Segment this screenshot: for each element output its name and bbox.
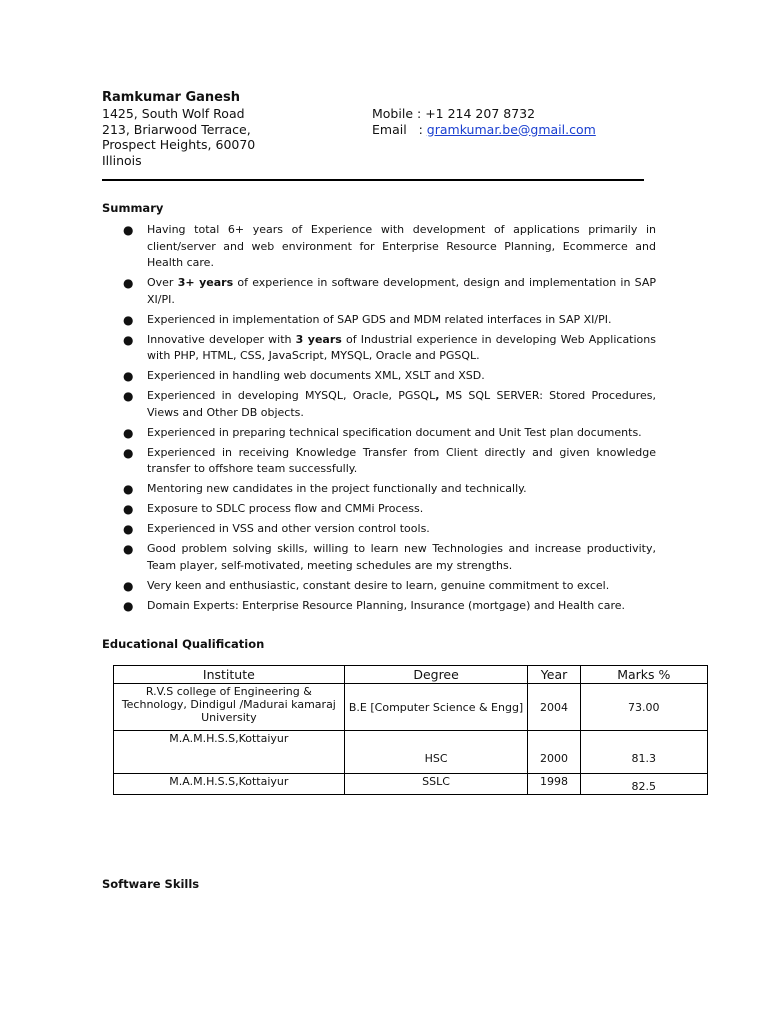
table-row	[114, 731, 708, 774]
summary-item-text: MS SQL SERVER: Stored Procedures, Views and Other DB objects.	[147, 389, 656, 419]
mobile-row	[372, 106, 596, 122]
summary-item	[120, 501, 656, 518]
bullet-icon: ●	[123, 445, 134, 460]
email-row	[372, 122, 596, 138]
email-link[interactable]: gramkumar.be@gmail.com	[426, 121, 596, 137]
header-divider	[102, 179, 644, 181]
table-cell: 73.00	[580, 684, 707, 731]
summary-item	[120, 368, 656, 385]
address-block	[102, 106, 255, 168]
bullet-icon: ●	[123, 522, 134, 536]
bullet-icon: ●	[123, 332, 134, 347]
summary-item-text: Domain Experts: Enterprise Resource Planning, Insurance (mortgage) and Health care.	[147, 598, 626, 612]
summary-item	[120, 275, 656, 308]
address-line: 213, Briarwood Terrace,	[102, 121, 251, 137]
table-row	[114, 774, 708, 795]
summary-item	[120, 598, 656, 615]
column-header: Institute	[114, 666, 345, 684]
candidate-name: Ramkumar Ganesh	[102, 90, 240, 105]
summary-item-text: Over	[147, 276, 178, 289]
summary-item-text: Experienced in VSS and other version control tools.	[147, 522, 430, 535]
summary-item-text: Experienced in developing MYSQL, Oracle, PGSQL	[147, 389, 436, 402]
summary-item-text: Mentoring new candidates in the project functionally and technically.	[147, 482, 527, 495]
summary-item-text: of Industrial experience in developing Web Applications with PHP, HTML, CSS, JavaScript, MYSQL, Oracle and PGSQL.	[147, 332, 656, 362]
summary-item	[120, 388, 656, 421]
bullet-icon: ●	[123, 425, 134, 440]
summary-item-text: Experienced in handling web documents XML, XSLT and XSD.	[147, 369, 485, 382]
table-cell: M.A.M.H.S.S,Kottaiyur	[114, 774, 345, 795]
summary-item-text: Experienced in receiving Knowledge Transfer from Client directly and given knowledge transfer to offshore team successfully.	[147, 445, 656, 475]
summary-item	[120, 312, 656, 329]
bullet-icon: ●	[123, 542, 134, 556]
summary-item-text: Exposure to SDLC process flow and CMMi Process.	[147, 502, 424, 515]
address-line: 1425, South Wolf Road	[102, 106, 245, 121]
software-skills-heading: Software Skills	[102, 877, 200, 891]
address-line: Prospect Heights, 60070	[102, 137, 256, 152]
contact-block	[372, 106, 596, 137]
bullet-icon: ●	[123, 369, 134, 383]
table-cell: 2004	[528, 684, 580, 731]
column-header: Marks %	[580, 666, 707, 684]
table-cell: R.V.S college of Engineering & Technology, Dindigul /Madurai kamaraj University	[114, 684, 345, 731]
table-cell: 81.3	[580, 731, 707, 774]
summary-item	[120, 425, 656, 442]
bullet-icon: ●	[123, 276, 134, 290]
summary-item	[120, 445, 656, 478]
summary-list	[120, 222, 656, 618]
summary-item-text: Very keen and enthusiastic, constant desire to learn, genuine commitment to excel.	[147, 578, 610, 592]
bullet-icon: ●	[123, 389, 134, 403]
table-cell: SSLC	[344, 774, 528, 795]
column-header: Year	[528, 666, 580, 684]
summary-item-text: Experienced in preparing technical specification document and Unit Test plan documents.	[147, 425, 642, 439]
summary-item-emphasis: ,	[435, 389, 440, 402]
table-cell: 82.5	[580, 774, 707, 795]
table-cell: 1998	[528, 774, 580, 795]
summary-item-text: Good problem solving skills, willing to learn new Technologies and increase productivity, Team player, self-motivated, meeting schedules are my strengths.	[147, 542, 656, 572]
table-cell: M.A.M.H.S.S,Kottaiyur	[114, 731, 345, 774]
mobile-number: +1 214 207 8732	[425, 106, 536, 121]
table-cell: HSC	[344, 731, 528, 774]
table-cell: B.E [Computer Science & Engg]	[344, 684, 528, 731]
education-heading: Educational Qualification	[102, 637, 265, 651]
column-header: Degree	[344, 666, 528, 684]
summary-item-text: Experienced in implementation of SAP GDS and MDM related interfaces in SAP XI/PI.	[147, 312, 612, 326]
summary-item	[120, 481, 656, 498]
bullet-icon: ●	[123, 312, 134, 327]
table-header-row	[114, 666, 708, 684]
bullet-icon: ●	[123, 502, 134, 516]
summary-item	[120, 332, 656, 365]
summary-item	[120, 222, 656, 272]
summary-item	[120, 578, 656, 595]
summary-item-emphasis: 3 years	[295, 332, 342, 346]
bullet-icon: ●	[123, 598, 134, 613]
mobile-label: Mobile :	[372, 106, 422, 121]
table-row	[114, 684, 708, 731]
table-cell: 2000	[528, 731, 580, 774]
email-label: Email :	[372, 121, 423, 137]
bullet-icon: ●	[123, 223, 134, 237]
summary-item-emphasis: 3+ years	[177, 276, 234, 289]
bullet-icon: ●	[123, 482, 134, 496]
education-table	[113, 665, 708, 795]
summary-heading: Summary	[102, 201, 164, 215]
summary-item	[120, 521, 656, 538]
summary-item-text: of experience in software development, design and implementation in SAP XI/PI.	[147, 276, 656, 306]
address-line: Illinois	[102, 152, 142, 168]
summary-item	[120, 541, 656, 574]
bullet-icon: ●	[123, 578, 134, 593]
summary-item-text: Innovative developer with	[147, 332, 296, 346]
summary-item-text: Having total 6+ years of Experience with development of applications primarily in client/server and web environment for Enterprise Resource Planning, Ecommerce and Health care.	[147, 223, 656, 269]
